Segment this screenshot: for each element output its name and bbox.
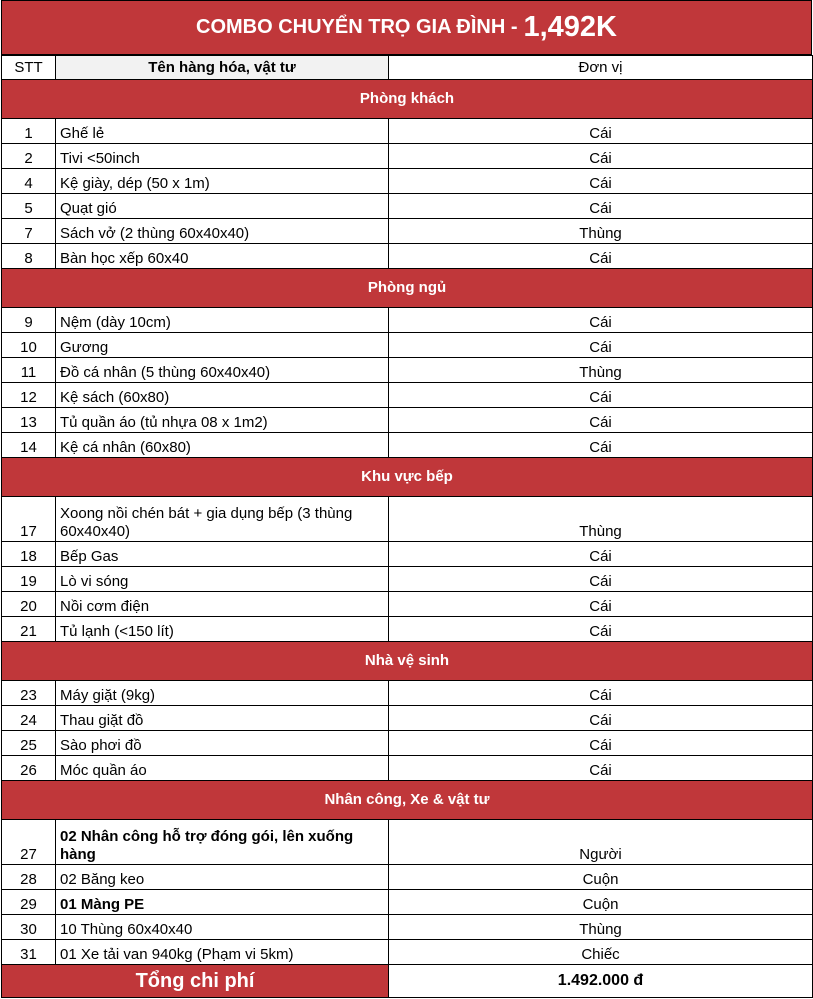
row-unit: Cái — [389, 383, 813, 408]
row-unit: Cái — [389, 169, 813, 194]
row-unit: Cuộn — [389, 890, 813, 915]
total-value: 1.492.000 đ — [389, 965, 813, 998]
section-title: Nhân công, Xe & vật tư — [2, 781, 813, 820]
row-name: Kệ giày, dép (50 x 1m) — [56, 169, 389, 194]
row-unit: Cái — [389, 433, 813, 458]
section-row — [2, 642, 813, 681]
row-name: 01 Xe tải van 940kg (Phạm vi 5km) — [56, 940, 389, 965]
row-unit: Cái — [389, 567, 813, 592]
row-name: Tủ lạnh (<150 lít) — [56, 617, 389, 642]
row-unit: Cái — [389, 756, 813, 781]
row-stt: 27 — [2, 820, 56, 865]
row-stt: 18 — [2, 542, 56, 567]
row-stt: 26 — [2, 756, 56, 781]
row-name: 10 Thùng 60x40x40 — [56, 915, 389, 940]
table-row — [2, 617, 813, 642]
sheet-title — [1, 0, 812, 55]
table-row — [2, 194, 813, 219]
price-sheet — [1, 0, 812, 998]
table-row — [2, 119, 813, 144]
table-row — [2, 915, 813, 940]
section-title: Phòng ngủ — [2, 269, 813, 308]
row-stt: 4 — [2, 169, 56, 194]
row-stt: 14 — [2, 433, 56, 458]
row-unit: Cái — [389, 706, 813, 731]
row-name: Máy giặt (9kg) — [56, 681, 389, 706]
row-name: Bếp Gas — [56, 542, 389, 567]
section-row — [2, 781, 813, 820]
row-name: Ghế lẻ — [56, 119, 389, 144]
section-title: Khu vực bếp — [2, 458, 813, 497]
row-name: Quạt gió — [56, 194, 389, 219]
table-row — [2, 890, 813, 915]
row-unit: Cái — [389, 119, 813, 144]
row-unit: Cuộn — [389, 865, 813, 890]
row-unit: Cái — [389, 408, 813, 433]
row-name: Lò vi sóng — [56, 567, 389, 592]
row-unit: Cái — [389, 731, 813, 756]
table-row — [2, 244, 813, 269]
table-row — [2, 820, 813, 865]
table-row — [2, 731, 813, 756]
section-row — [2, 458, 813, 497]
row-unit: Cái — [389, 194, 813, 219]
table-row — [2, 681, 813, 706]
title-text: COMBO CHUYỂN TRỌ GIA ĐÌNH - — [196, 16, 518, 38]
row-stt: 10 — [2, 333, 56, 358]
row-name: Xoong nồi chén bát + gia dụng bếp (3 thùng 60x40x40) — [56, 497, 389, 542]
row-unit: Thùng — [389, 915, 813, 940]
row-stt: 19 — [2, 567, 56, 592]
row-stt: 21 — [2, 617, 56, 642]
total-label: Tổng chi phí — [2, 965, 389, 998]
row-name: Tivi <50inch — [56, 144, 389, 169]
row-name: Sách vở (2 thùng 60x40x40) — [56, 219, 389, 244]
row-stt: 7 — [2, 219, 56, 244]
table-row — [2, 144, 813, 169]
table-row — [2, 497, 813, 542]
row-name: Đồ cá nhân (5 thùng 60x40x40) — [56, 358, 389, 383]
row-stt: 13 — [2, 408, 56, 433]
row-stt: 23 — [2, 681, 56, 706]
table-row — [2, 408, 813, 433]
table-row — [2, 756, 813, 781]
row-name: Sào phơi đồ — [56, 731, 389, 756]
row-stt: 28 — [2, 865, 56, 890]
table-row — [2, 542, 813, 567]
table-row — [2, 219, 813, 244]
table-row — [2, 358, 813, 383]
row-stt: 17 — [2, 497, 56, 542]
row-unit: Cái — [389, 244, 813, 269]
row-stt: 30 — [2, 915, 56, 940]
row-name: Nồi cơm điện — [56, 592, 389, 617]
table-row — [2, 706, 813, 731]
row-unit: Cái — [389, 681, 813, 706]
header-stt: STT — [2, 56, 56, 80]
table-row — [2, 433, 813, 458]
row-name: 01 Màng PE — [56, 890, 389, 915]
row-stt: 1 — [2, 119, 56, 144]
table-row — [2, 169, 813, 194]
title-price: 1,492K — [523, 11, 617, 43]
row-unit: Thùng — [389, 358, 813, 383]
row-stt: 2 — [2, 144, 56, 169]
row-stt: 11 — [2, 358, 56, 383]
row-name: Kệ cá nhân (60x80) — [56, 433, 389, 458]
row-unit: Cái — [389, 617, 813, 642]
row-unit: Chiếc — [389, 940, 813, 965]
table-row — [2, 865, 813, 890]
table-row — [2, 940, 813, 965]
row-unit: Thùng — [389, 497, 813, 542]
row-name: Tủ quần áo (tủ nhựa 08 x 1m2) — [56, 408, 389, 433]
row-name: Nệm (dày 10cm) — [56, 308, 389, 333]
row-stt: 12 — [2, 383, 56, 408]
row-stt: 5 — [2, 194, 56, 219]
row-name: Gương — [56, 333, 389, 358]
row-stt: 20 — [2, 592, 56, 617]
header-row — [2, 56, 813, 80]
row-name: Bàn học xếp 60x40 — [56, 244, 389, 269]
row-unit: Người — [389, 820, 813, 865]
row-name: Kệ sách (60x80) — [56, 383, 389, 408]
section-title: Nhà vệ sinh — [2, 642, 813, 681]
row-stt: 8 — [2, 244, 56, 269]
row-unit: Cái — [389, 333, 813, 358]
header-unit: Đơn vị — [389, 56, 813, 80]
row-stt: 31 — [2, 940, 56, 965]
section-title: Phòng khách — [2, 80, 813, 119]
section-row — [2, 80, 813, 119]
row-unit: Cái — [389, 592, 813, 617]
row-unit: Cái — [389, 542, 813, 567]
section-row — [2, 269, 813, 308]
items-table — [1, 55, 813, 998]
table-row — [2, 592, 813, 617]
row-unit: Thùng — [389, 219, 813, 244]
row-name: Thau giặt đồ — [56, 706, 389, 731]
row-name: Móc quần áo — [56, 756, 389, 781]
row-name: 02 Nhân công hỗ trợ đóng gói, lên xuống hàng — [56, 820, 389, 865]
row-stt: 9 — [2, 308, 56, 333]
row-stt: 24 — [2, 706, 56, 731]
header-name: Tên hàng hóa, vật tư — [56, 56, 389, 80]
table-row — [2, 308, 813, 333]
table-row — [2, 383, 813, 408]
table-row — [2, 567, 813, 592]
row-unit: Cái — [389, 144, 813, 169]
row-stt: 25 — [2, 731, 56, 756]
row-name: 02 Băng keo — [56, 865, 389, 890]
table-row — [2, 333, 813, 358]
total-row — [2, 965, 813, 998]
row-unit: Cái — [389, 308, 813, 333]
row-stt: 29 — [2, 890, 56, 915]
